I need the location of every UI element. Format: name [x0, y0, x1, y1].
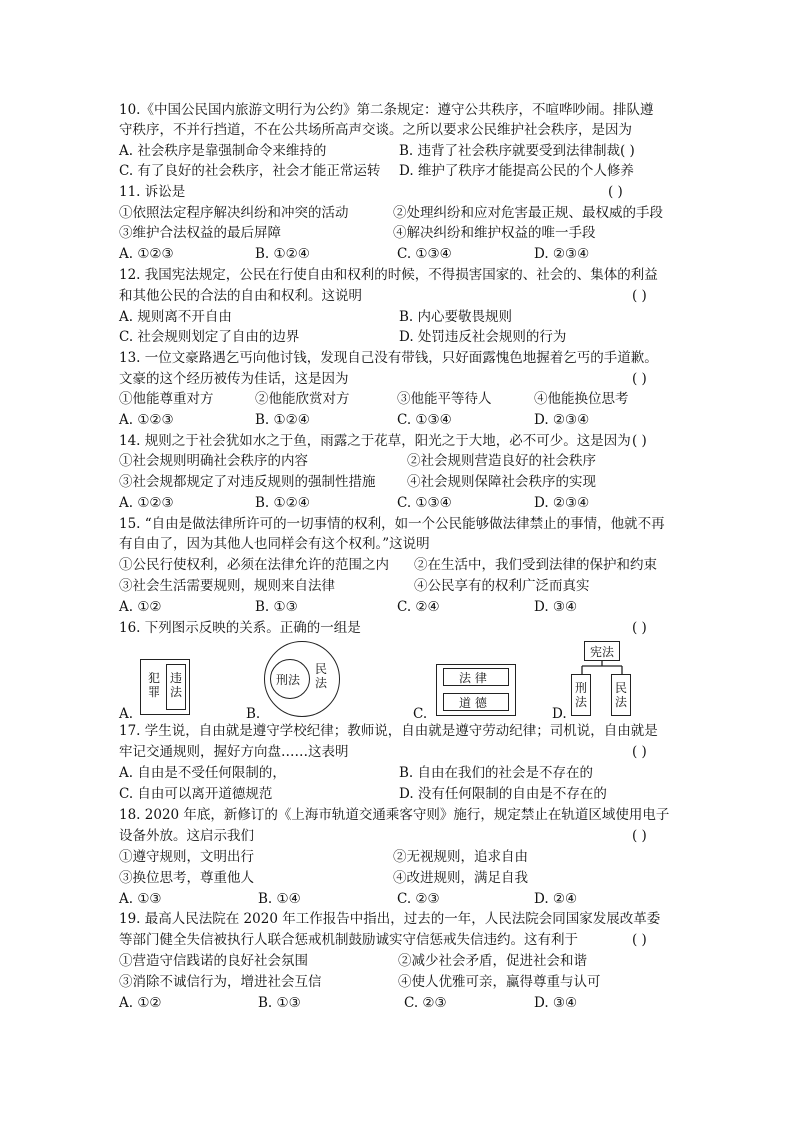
- q15-statement-3: ③社会生活需要规则，规则来自法律: [119, 578, 335, 594]
- q13-statement-4: ④他能换位思考: [534, 391, 629, 407]
- q16-option-b: B.: [246, 706, 261, 722]
- figure-c-label-law: 法 律: [459, 671, 487, 685]
- q15-option-c: C. ②④: [397, 599, 440, 615]
- q14-option-a: A. ①②③: [119, 495, 174, 511]
- q18-statement-1: ①遵守规则，文明出行: [119, 849, 254, 865]
- q18-option-c: C. ②③: [397, 891, 440, 907]
- q11-answer-blank: ( ): [608, 184, 623, 200]
- q10-stem-line1: 10.《中国公民国内旅游文明行为公约》第二条规定：遵守公共秩序，不喧哗吵闹。排队遵: [119, 102, 654, 118]
- q14-option-c: C. ①③④: [397, 495, 452, 511]
- q18-statement-3: ③换位思考，尊重他人: [119, 870, 254, 886]
- q10-option-d: D. 维护了秩序才能提高公民的个人修养: [399, 163, 634, 179]
- q13-option-c: C. ①③④: [397, 412, 452, 428]
- q16-option-c: C.: [413, 706, 428, 722]
- q15-statement-1: ①公民行使权利，必须在法律允许的范围之内: [119, 557, 389, 573]
- q15-option-a: A. ①②: [119, 599, 162, 615]
- q18-option-b: B. ①④: [258, 891, 301, 907]
- q13-option-a: A. ①②③: [119, 412, 174, 428]
- q13-statement-1: ①他能尊重对方: [119, 391, 214, 407]
- q17-option-c: C. 自由可以离开道德规范: [119, 786, 273, 802]
- q14-stem: 14. 规则之于社会犹如水之于鱼，雨露之于花草，阳光之于大地，必不可少。这是因为: [119, 433, 631, 449]
- q16-answer-blank: ( ): [632, 620, 647, 636]
- q15-statement-4: ④公民享有的权利广泛而真实: [414, 578, 590, 594]
- q11-option-a: A. ①②③: [119, 246, 174, 262]
- q15-stem-line1: 15. “自由是做法律所许可的一切事情的权利，如一个公民能够做法律禁止的事情，他就不再: [119, 516, 665, 532]
- q18-option-a: A. ①③: [119, 891, 162, 907]
- q18-stem-line2: 设备外放。这启示我们: [119, 828, 254, 844]
- figure-b-label-criminal-law: 刑法: [276, 673, 301, 687]
- q15-stem-line2: 有自由了，因为其他人也同样会有这个权利。”这说明: [119, 536, 430, 552]
- q17-option-b: B. 自由在我们的社会是不存在的: [399, 765, 594, 781]
- q13-answer-blank: ( ): [632, 371, 647, 387]
- q10-option-a: A. 社会秩序是靠强制命令来维持的: [119, 143, 327, 159]
- q14-statement-2: ②社会规则营造良好的社会秩序: [407, 453, 596, 469]
- q11-option-b: B. ①②④: [255, 246, 310, 262]
- q11-option-c: C. ①③④: [397, 246, 452, 262]
- figure-c-label-morality: 道 德: [459, 696, 487, 710]
- figure-d-label-criminal-law: 刑法: [574, 681, 587, 709]
- q19-option-d: D. ③④: [534, 995, 578, 1011]
- q12-stem-line1: 12. 我国宪法规定，公民在行使自由和权利的时候，不得损害国家的、社会的、集体的利益: [119, 267, 658, 283]
- q16-option-d: D.: [552, 706, 567, 722]
- q17-answer-blank: ( ): [632, 744, 647, 760]
- q13-option-d: D. ②③④: [534, 412, 590, 428]
- q18-option-d: D. ②④: [534, 891, 578, 907]
- q12-stem-line2: 和其他公民的合法的自由和权利。这说明: [119, 288, 362, 304]
- q14-option-b: B. ①②④: [255, 495, 310, 511]
- q15-statement-2: ②在生活中，我们受到法律的保护和约束: [414, 557, 657, 573]
- q10-option-b: B. 违背了社会秩序就要受到法律制裁( ): [399, 143, 635, 159]
- q11-statement-4: ④解决纠纷和维护权益的唯一手段: [393, 225, 596, 241]
- q19-option-a: A. ①②: [119, 995, 162, 1011]
- figure-b-label-civil-law: 民法: [314, 662, 327, 690]
- q15-option-b: B. ①③: [255, 599, 298, 615]
- q12-answer-blank: ( ): [632, 288, 647, 304]
- q13-stem-line2: 文豪的这个经历被传为佳话，这是因为: [119, 371, 349, 387]
- figure-d-label-civil-law: 民法: [614, 681, 627, 709]
- q16-option-a: A.: [119, 706, 134, 722]
- q13-statement-3: ③他能平等待人: [397, 391, 492, 407]
- q13-option-b: B. ①②④: [255, 412, 310, 428]
- q19-statement-4: ④使人优雅可亲，赢得尊重与认可: [398, 974, 601, 990]
- q11-statement-2: ②处理纠纷和应对危害最正规、最权威的手段: [393, 205, 663, 221]
- q14-statement-4: ④社会规则保障社会秩序的实现: [407, 474, 596, 490]
- q10-stem-line2: 守秩序，不并行挡道，不在公共场所高声交谈。之所以要求公民维护社会秩序，是因为: [119, 122, 632, 138]
- q19-stem-line2: 等部门健全失信被执行人联合惩戒机制鼓励诚实守信惩戒失信违约。这有利于: [119, 932, 578, 948]
- figure-d-connector-lines: [570, 660, 640, 674]
- q19-statement-1: ①营造守信践诺的良好社会氛围: [119, 953, 308, 969]
- q16-stem: 16. 下列图示反映的关系。正确的一组是: [119, 620, 361, 636]
- q17-stem-line2: 牢记交通规则，握好方向盘……这表明: [119, 744, 349, 760]
- q14-option-d: D. ②③④: [534, 495, 590, 511]
- q10-option-c: C. 有了良好的社会秩序，社会才能正常运转: [119, 163, 381, 179]
- q17-option-a: A. 自由是不受任何限制的，: [119, 765, 286, 781]
- figure-d-label-constitution: 宪法: [590, 645, 615, 659]
- q11-statement-3: ③维护合法权益的最后屏障: [119, 225, 281, 241]
- q12-option-b: B. 内心要敬畏规则: [399, 309, 513, 325]
- q11-statement-1: ①依照法定程序解决纠纷和冲突的活动: [119, 205, 349, 221]
- q14-answer-blank: ( ): [632, 433, 647, 449]
- q19-answer-blank: ( ): [632, 932, 647, 948]
- q11-option-d: D. ②③④: [534, 246, 590, 262]
- q12-option-d: D. 处罚违反社会规则的行为: [399, 329, 567, 345]
- q17-option-d: D. 没有任何限制的自由是不存在的: [399, 786, 607, 802]
- q15-option-d: D. ③④: [534, 599, 578, 615]
- q17-stem-line1: 17. 学生说，自由就是遵守学校纪律；教师说，自由就是遵守劳动纪律；司机说，自由就是: [119, 723, 658, 739]
- q13-stem-line1: 13. 一位文豪路遇乞丐向他讨钱，发现自己没有带钱，只好面露愧色地握着乞丐的手道歉。: [119, 350, 658, 366]
- q14-statement-3: ③社会规都规定了对违反规则的强制性措施: [119, 474, 376, 490]
- q14-statement-1: ①社会规则明确社会秩序的内容: [119, 453, 308, 469]
- q19-statement-2: ②减少社会矛盾，促进社会和谐: [398, 953, 587, 969]
- q18-statement-2: ②无视规则，追求自由: [393, 849, 528, 865]
- q13-statement-2: ②他能欣赏对方: [255, 391, 350, 407]
- q19-option-c: C. ②③: [404, 995, 447, 1011]
- q18-stem-line1: 18. 2020 年底，新修订的《上海市轨道交通乘客守则》施行，规定禁止在轨道区域使用电子: [119, 807, 670, 823]
- q19-stem-line1: 19. 最高人民法院在 2020 年工作报告中指出，过去的一年，人民法院会同国家发展改革委: [119, 911, 661, 927]
- q12-option-a: A. 规则离不开自由: [119, 309, 232, 325]
- q12-option-c: C. 社会规则划定了自由的边界: [119, 329, 300, 345]
- q11-stem: 11. 诉讼是: [119, 184, 186, 200]
- figure-a-label-illegal: 违法: [169, 671, 182, 699]
- q18-answer-blank: ( ): [632, 828, 647, 844]
- figure-a-label-crime: 犯罪: [147, 671, 160, 699]
- q19-option-b: B. ①③: [258, 995, 301, 1011]
- q19-statement-3: ③消除不诚信行为，增进社会互信: [119, 974, 322, 990]
- q18-statement-4: ④改进规则，满足自我: [393, 870, 528, 886]
